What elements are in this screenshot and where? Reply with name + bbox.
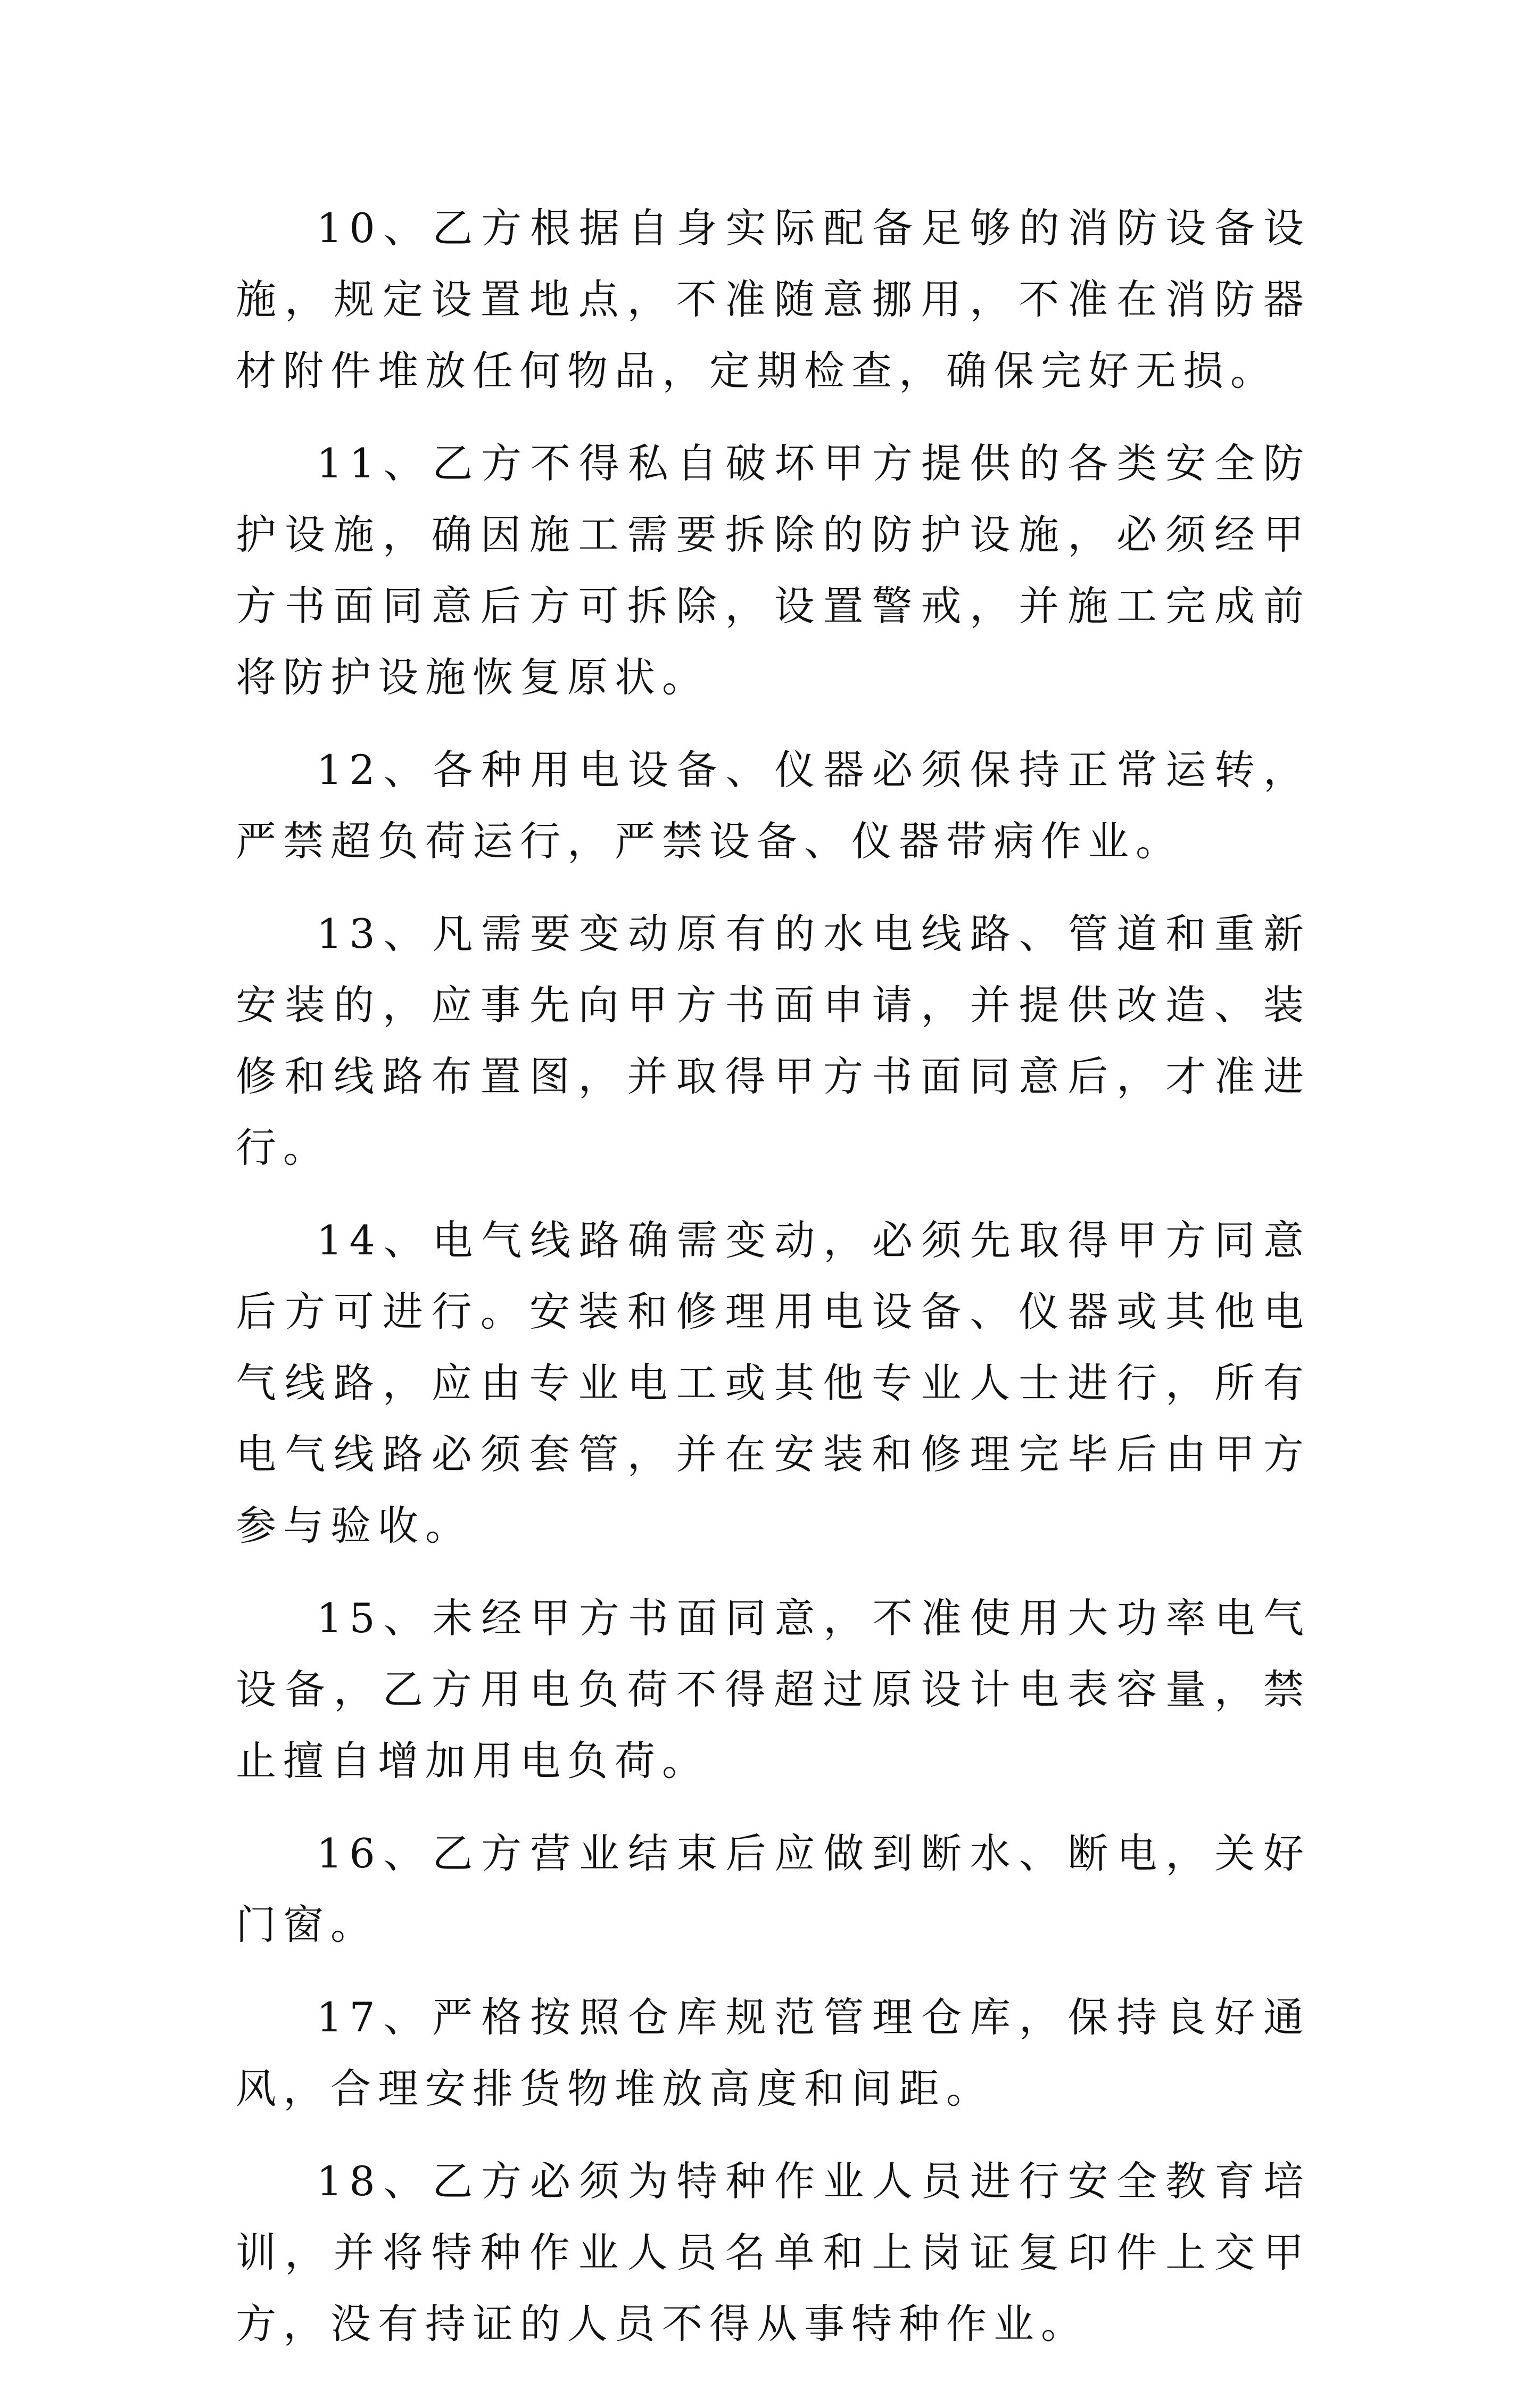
- clause-12: 12、各种用电设备、仪器必须保持正常运转，严禁超负荷运行，严禁设备、仪器带病作业。: [236, 746, 1311, 865]
- clause-18: 18、乙方必须为特种作业人员进行安全教育培训，并将特种作业人员名单和上岗证复印件上交甲方，没有持证的人员不得从事特种作业。: [236, 2157, 1311, 2347]
- clause-15: 15、未经甲方书面同意，不准使用大功率电气设备，乙方用电负荷不得超过原设计电表容量，禁止擅自增加用电负荷。: [236, 1594, 1311, 1784]
- clause-14: 14、电气线路确需变动，必须先取得甲方同意后方可进行。安装和修理用电设备、仪器或其他电气线路，应由专业电工或其他专业人士进行，所有电气线路必须套管，并在安装和修理完毕后由甲方参与验收。: [236, 1217, 1311, 1549]
- clause-10: 10、乙方根据自身实际配备足够的消防设备设施，规定设置地点，不准随意挪用，不准在消防器材附件堆放任何物品，定期检查，确保完好无损。: [236, 204, 1311, 394]
- clause-13: 13、凡需要变动原有的水电线路、管道和重新安装的，应事先向甲方书面申请，并提供改造、装修和线路布置图，并取得甲方书面同意后，才准进行。: [236, 910, 1311, 1171]
- clause-16: 16、乙方营业结束后应做到断水、断电，关好门窗。: [236, 1830, 1311, 1948]
- clause-17: 17、严格按照仓库规范管理仓库，保持良好通风，合理安排货物堆放高度和间距。: [236, 1994, 1311, 2112]
- clause-list: [236, 193, 1311, 2381]
- clause-11: 11、乙方不得私自破坏甲方提供的各类安全防护设施，确因施工需要拆除的防护设施，必须经甲方书面同意后方可拆除，设置警戒，并施工完成前将防护设施恢复原状。: [236, 440, 1311, 701]
